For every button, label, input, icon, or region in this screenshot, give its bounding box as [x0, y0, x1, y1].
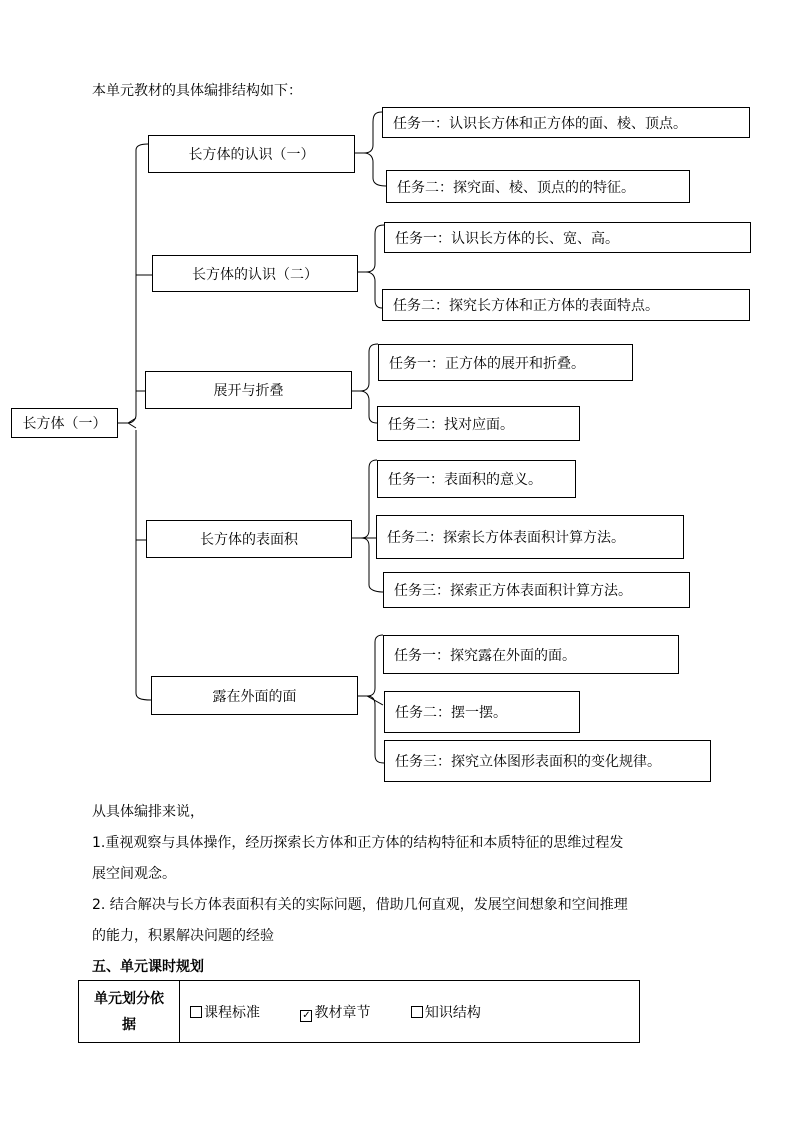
paragraph-5: 的能力，积累解决问题的经验: [92, 928, 274, 944]
task-box-5-1: 任务一：探究露在外面的面。: [383, 635, 679, 674]
section-heading: 五、单元课时规划: [92, 959, 204, 975]
unit-box-1: 长方体的认识（一）: [148, 135, 355, 173]
option-curriculum-standard[interactable]: [190, 1002, 260, 1022]
plan-label-line2: 据: [122, 1016, 136, 1033]
task-box-2-2: 任务二：探究长方体和正方体的表面特点。: [382, 289, 750, 321]
task-box-4-3: 任务三：探索正方体表面积计算方法。: [383, 572, 690, 608]
checkbox-unchecked-icon[interactable]: [190, 1006, 202, 1018]
intro-text: 本单元教材的具体编排结构如下：: [92, 83, 302, 99]
option-label: 知识结构: [424, 1004, 481, 1021]
unit-box-5: 露在外面的面: [151, 676, 358, 715]
checkbox-checked-icon[interactable]: ✓: [302, 1009, 311, 1021]
task-box-1-1: 任务一：认识长方体和正方体的面、棱、顶点。: [382, 107, 750, 138]
task-box-1-2: 任务二：探究面、棱、顶点的的特征。: [386, 170, 690, 203]
unit-box-2: 长方体的认识（二）: [152, 255, 358, 292]
tree-root: 长方体（一）: [11, 408, 118, 438]
paragraph-3: 展空间观念。: [92, 866, 176, 882]
plan-label-line1: 单元划分依: [94, 990, 164, 1007]
paragraph-2: 1.重视观察与具体操作，经历探索长方体和正方体的结构特征和本质特征的思维过程发: [92, 835, 624, 851]
task-box-4-2: 任务二：探索长方体表面积计算方法。: [376, 515, 684, 559]
task-box-5-3: 任务三：探究立体图形表面积的变化规律。: [384, 740, 711, 782]
task-box-4-1: 任务一：表面积的意义。: [377, 460, 576, 498]
task-box-3-2: 任务二：找对应面。: [377, 406, 580, 441]
task-box-3-1: 任务一：正方体的展开和折叠。: [378, 344, 633, 381]
task-box-5-2: 任务二：摆一摆。: [384, 691, 580, 733]
unit-box-3: 展开与折叠: [145, 371, 352, 409]
task-box-2-1: 任务一：认识长方体的长、宽、高。: [384, 222, 751, 253]
checkbox-unchecked-icon[interactable]: [411, 1006, 423, 1018]
paragraph-1: 从具体编排来说，: [92, 804, 204, 820]
option-label: 教材章节: [314, 1004, 371, 1021]
plan-options-cell: [180, 981, 640, 1043]
plan-label-cell: [79, 981, 180, 1043]
unit-box-4: 长方体的表面积: [146, 520, 352, 558]
option-textbook-chapter[interactable]: [300, 1002, 370, 1022]
paragraph-4: 2. 结合解决与长方体表面积有关的实际问题，借助几何直观，发展空间想象和空间推理: [92, 897, 628, 913]
option-knowledge-structure[interactable]: [411, 1002, 481, 1022]
option-label: 课程标准: [204, 1004, 260, 1021]
plan-table: [78, 980, 640, 1043]
